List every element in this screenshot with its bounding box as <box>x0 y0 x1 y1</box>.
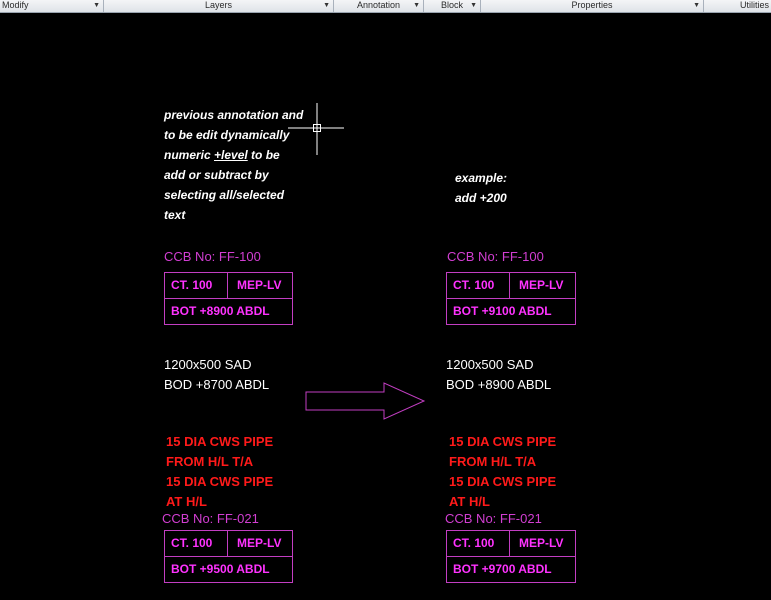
right-duct-annotation[interactable] <box>446 355 551 395</box>
example-line-2: add +200 <box>455 191 507 205</box>
left-duct-level: BOD +8700 ABDL <box>164 377 270 392</box>
panel-properties-label: Properties <box>571 0 613 10</box>
panel-block-expand-icon[interactable]: ▼ <box>470 2 477 9</box>
panel-block-label: Block <box>440 0 463 10</box>
panel-block[interactable] <box>424 0 481 12</box>
left-tag-table-2[interactable] <box>164 530 293 583</box>
right-table-2-ct: CT. 100 <box>453 536 495 550</box>
note-line-2: to be edit dynamically <box>164 128 290 142</box>
right-ccb-label-2[interactable]: CCB No: FF-021 <box>445 511 542 526</box>
note-level-emphasis: +level <box>214 148 248 162</box>
panel-layers-label: Layers <box>204 0 232 10</box>
left-table-2-ct: CT. 100 <box>171 536 213 550</box>
panel-properties-expand-icon[interactable]: ▼ <box>693 2 700 9</box>
panel-utilities[interactable] <box>704 0 771 12</box>
note-line-6: text <box>164 208 186 222</box>
right-duct-size: 1200x500 SAD <box>446 357 534 372</box>
panel-properties[interactable] <box>481 0 704 12</box>
note-line-1: previous annotation and <box>164 108 304 122</box>
table-divider <box>447 298 575 299</box>
left-pipe-line-1: 15 DIA CWS PIPE <box>166 434 274 449</box>
table-divider <box>165 298 292 299</box>
left-table-1-mep: MEP-LV <box>237 278 282 292</box>
right-duct-level: BOD +8900 ABDL <box>446 377 552 392</box>
note-line-3-pre: numeric <box>164 148 215 162</box>
panel-layers[interactable] <box>104 0 334 12</box>
right-table-2-bot: BOT +9700 ABDL <box>453 562 552 576</box>
right-table-1-ct: CT. 100 <box>453 278 495 292</box>
left-table-1-ct: CT. 100 <box>171 278 213 292</box>
left-duct-annotation[interactable] <box>164 355 269 395</box>
note-line-4: add or subtract by <box>164 168 269 182</box>
panel-modify-label: Modify <box>2 0 29 10</box>
note-line-3 <box>164 145 303 165</box>
example-line-1: example: <box>455 171 508 185</box>
left-table-2-bot: BOT +9500 ABDL <box>171 562 270 576</box>
left-pipe-line-2: FROM H/L T/A <box>166 454 254 469</box>
left-tag-table-1[interactable] <box>164 272 293 325</box>
right-table-1-bot: BOT +9100 ABDL <box>453 304 552 318</box>
right-ccb-label-1[interactable]: CCB No: FF-100 <box>447 249 544 264</box>
right-table-1-mep: MEP-LV <box>519 278 564 292</box>
ribbon-panel-bar <box>0 0 771 13</box>
drawing-canvas[interactable] <box>0 13 771 600</box>
left-table-2-mep: MEP-LV <box>237 536 282 550</box>
left-pipe-annotation[interactable] <box>166 432 273 512</box>
right-pipe-annotation[interactable] <box>449 432 556 512</box>
table-divider <box>447 556 575 557</box>
panel-annotation-expand-icon[interactable]: ▼ <box>413 2 420 9</box>
table-divider <box>509 273 510 299</box>
right-pipe-line-4: AT H/L <box>449 494 490 509</box>
panel-utilities-label: Utilities <box>739 0 769 10</box>
left-pipe-line-3: 15 DIA CWS PIPE <box>166 474 274 489</box>
panel-annotation[interactable] <box>334 0 424 12</box>
panel-modify[interactable] <box>0 0 104 12</box>
instruction-note[interactable] <box>164 105 303 225</box>
right-pipe-line-2: FROM H/L T/A <box>449 454 537 469</box>
panel-modify-expand-icon[interactable]: ▼ <box>93 2 100 9</box>
left-duct-size: 1200x500 SAD <box>164 357 252 372</box>
example-note[interactable] <box>455 168 507 208</box>
right-arrow-icon <box>304 381 428 423</box>
right-pipe-line-3: 15 DIA CWS PIPE <box>449 474 557 489</box>
note-line-3-post: to be <box>247 148 280 162</box>
panel-annotation-label: Annotation <box>356 0 401 10</box>
right-table-2-mep: MEP-LV <box>519 536 564 550</box>
right-pipe-line-1: 15 DIA CWS PIPE <box>449 434 557 449</box>
table-divider <box>165 556 292 557</box>
left-pipe-line-4: AT H/L <box>166 494 207 509</box>
table-divider <box>227 531 228 557</box>
note-line-5: selecting all/selected <box>164 188 285 202</box>
panel-layers-expand-icon[interactable]: ▼ <box>323 2 330 9</box>
right-tag-table-2[interactable] <box>446 530 576 583</box>
left-ccb-label-2[interactable]: CCB No: FF-021 <box>162 511 259 526</box>
right-tag-table-1[interactable] <box>446 272 576 325</box>
left-ccb-label-1[interactable]: CCB No: FF-100 <box>164 249 261 264</box>
left-table-1-bot: BOT +8900 ABDL <box>171 304 270 318</box>
table-divider <box>509 531 510 557</box>
table-divider <box>227 273 228 299</box>
